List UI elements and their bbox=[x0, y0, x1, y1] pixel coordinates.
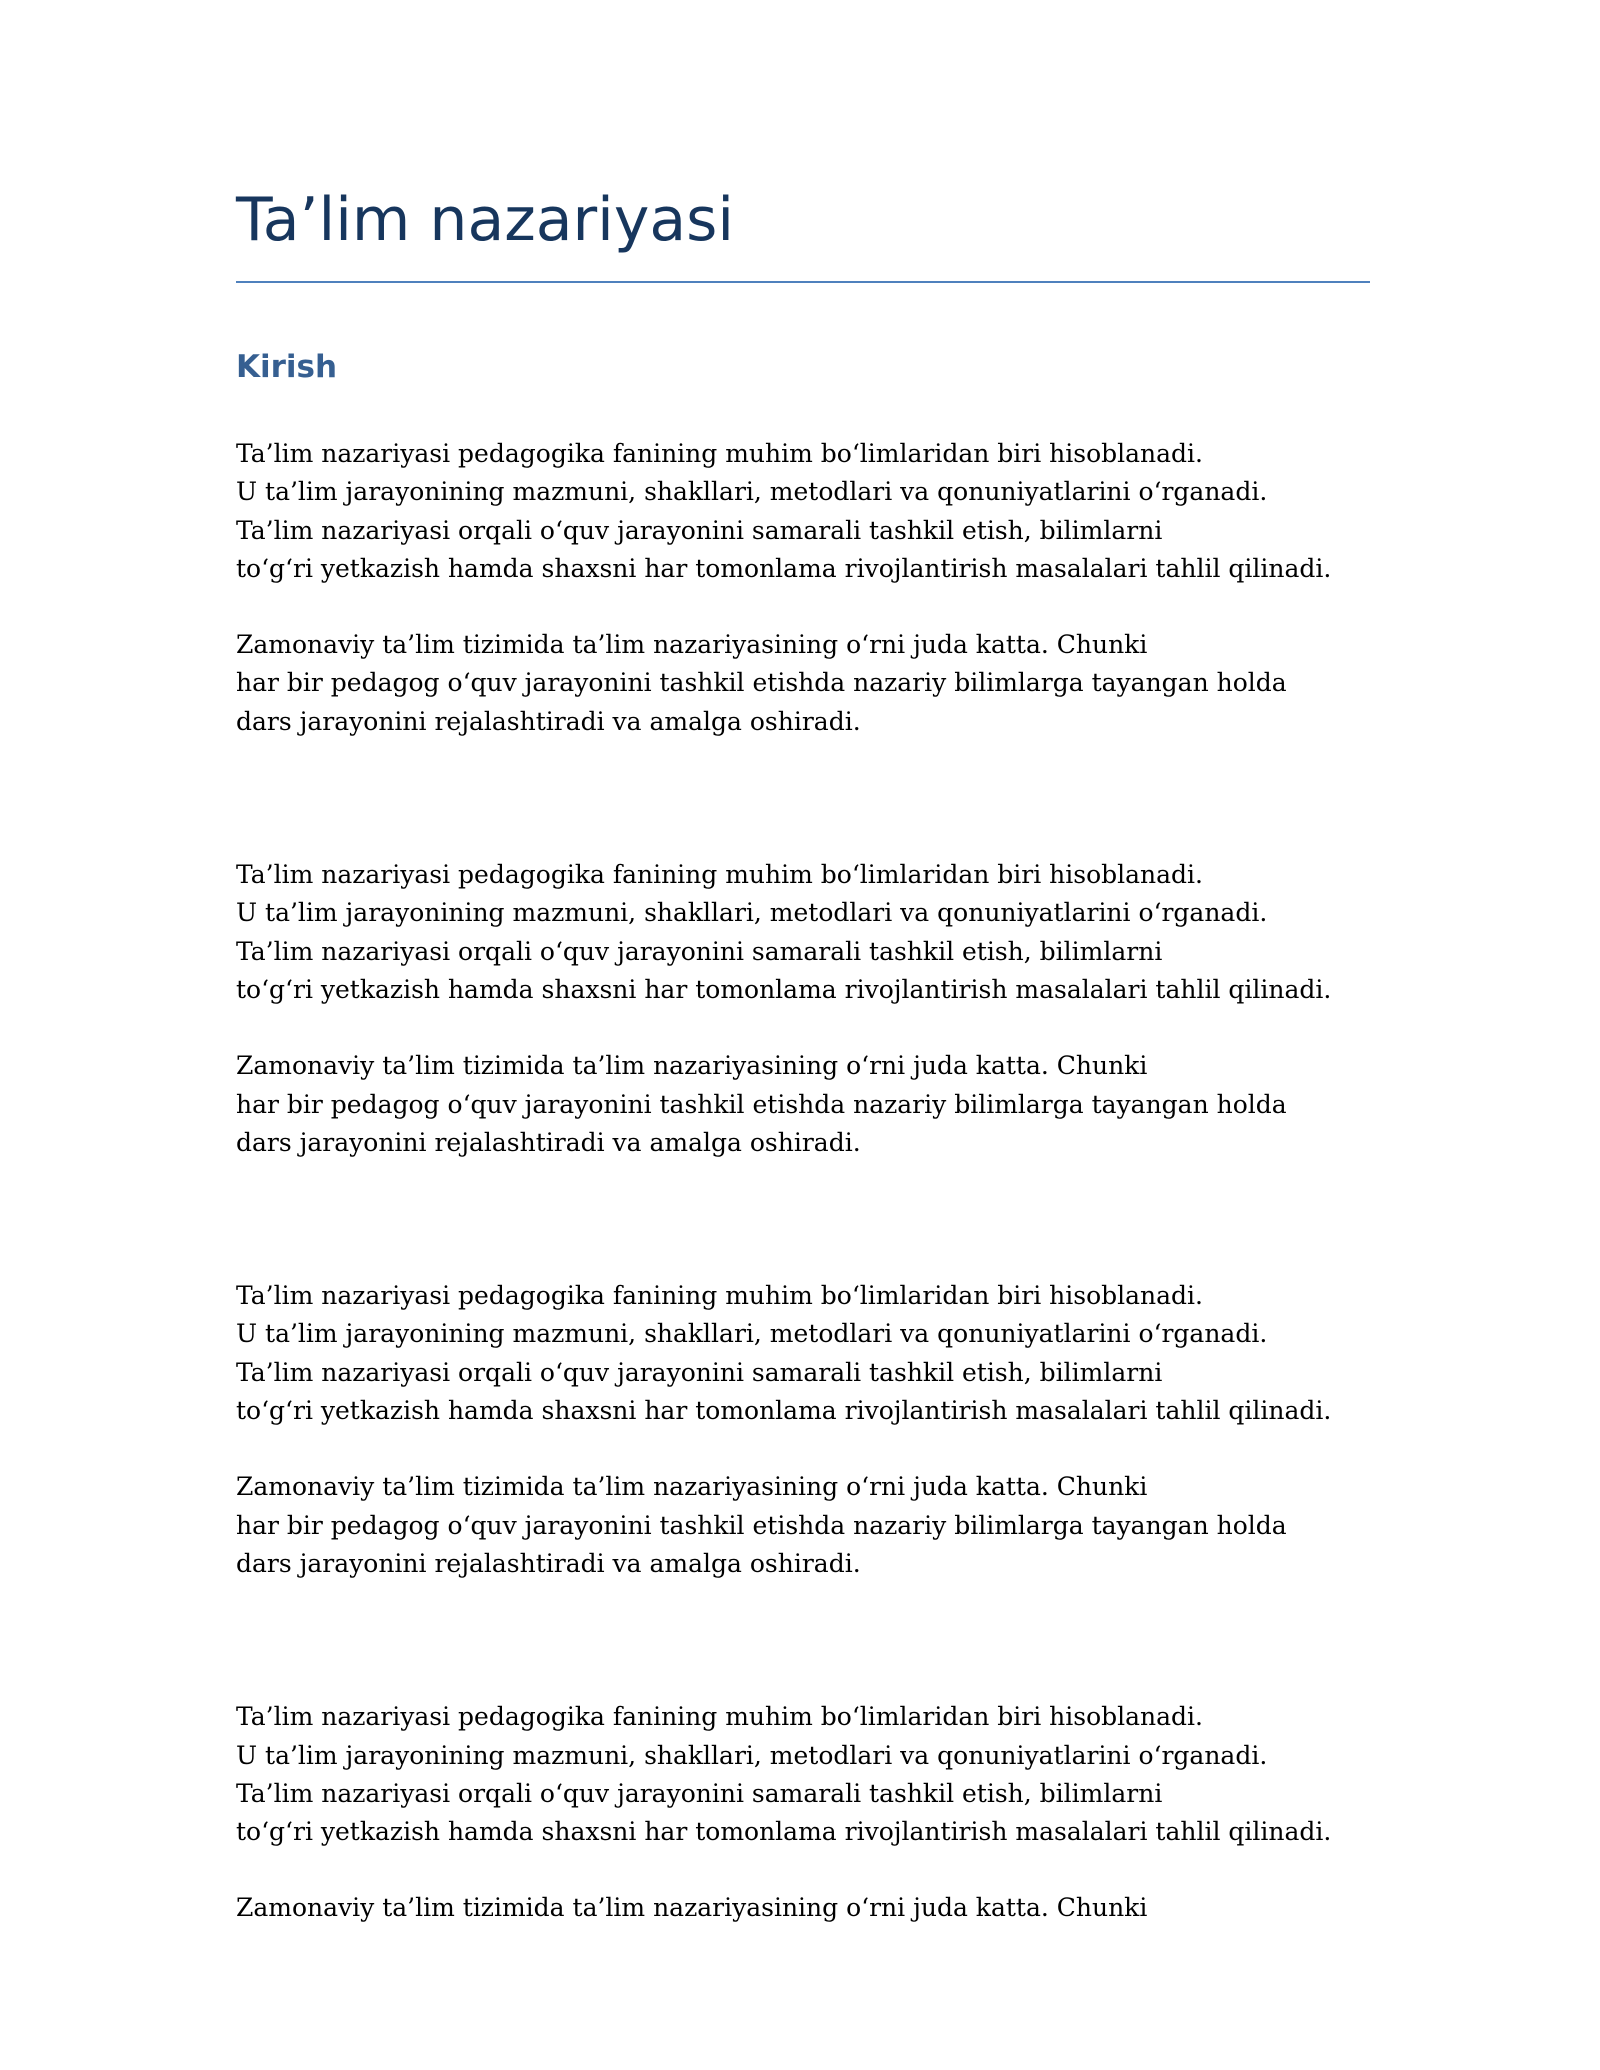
text-line: to‘g‘ri yetkazish hamda shaxsni har tomonlama rivojlantirish masalalari tahlil qilinadi. bbox=[236, 974, 1332, 1004]
text-line: Zamonaviy ta’lim tizimida ta’lim nazariyasining o‘rni juda katta. Chunki bbox=[236, 1472, 1148, 1502]
paragraph bbox=[236, 626, 1370, 741]
text-line: Ta’lim nazariyasi pedagogika fanining muhim bo‘limlaridan biri hisoblanadi. bbox=[236, 1702, 1204, 1732]
section-heading: Kirish bbox=[236, 349, 338, 385]
text-line: to‘g‘ri yetkazish hamda shaxsni har tomonlama rivojlantirish masalalari tahlil qilinadi. bbox=[236, 553, 1332, 583]
text-line: dars jarayonini rejalashtiradi va amalga oshiradi. bbox=[236, 1127, 861, 1157]
paragraph bbox=[236, 1889, 1370, 1927]
text-line: Zamonaviy ta’lim tizimida ta’lim nazariyasining o‘rni juda katta. Chunki bbox=[236, 1051, 1148, 1081]
paragraph bbox=[236, 1698, 1370, 1851]
text-section bbox=[236, 1277, 1370, 1583]
text-line: to‘g‘ri yetkazish hamda shaxsni har tomonlama rivojlantirish masalalari tahlil qilinadi. bbox=[236, 1817, 1332, 1847]
document-body bbox=[236, 435, 1370, 1928]
paragraph bbox=[236, 435, 1370, 588]
text-line: Ta’lim nazariyasi orqali o‘quv jarayonini samarali tashkil etish, bilimlarni bbox=[236, 1357, 1163, 1387]
paragraph bbox=[236, 1277, 1370, 1430]
text-line: Ta’lim nazariyasi pedagogika fanining muhim bo‘limlaridan biri hisoblanadi. bbox=[236, 1281, 1204, 1311]
text-section bbox=[236, 856, 1370, 1162]
text-line: dars jarayonini rejalashtiradi va amalga oshiradi. bbox=[236, 1548, 861, 1578]
text-line: U ta’lim jarayonining mazmuni, shakllari, metodlari va qonuniyatlarini o‘rganadi. bbox=[236, 1319, 1268, 1349]
text-line: U ta’lim jarayonining mazmuni, shakllari, metodlari va qonuniyatlarini o‘rganadi. bbox=[236, 1740, 1268, 1770]
text-line: har bir pedagog o‘quv jarayonini tashkil etishda nazariy bilimlarga tayangan holda bbox=[236, 668, 1287, 698]
text-line: U ta’lim jarayonining mazmuni, shakllari, metodlari va qonuniyatlarini o‘rganadi. bbox=[236, 477, 1268, 507]
text-line: Ta’lim nazariyasi orqali o‘quv jarayonini samarali tashkil etish, bilimlarni bbox=[236, 515, 1163, 545]
text-line: dars jarayonini rejalashtiradi va amalga oshiradi. bbox=[236, 706, 861, 736]
text-line: Ta’lim nazariyasi orqali o‘quv jarayonini samarali tashkil etish, bilimlarni bbox=[236, 936, 1163, 966]
text-line: Ta’lim nazariyasi orqali o‘quv jarayonini samarali tashkil etish, bilimlarni bbox=[236, 1778, 1163, 1808]
text-line: har bir pedagog o‘quv jarayonini tashkil etishda nazariy bilimlarga tayangan holda bbox=[236, 1510, 1287, 1540]
text-line: har bir pedagog o‘quv jarayonini tashkil etishda nazariy bilimlarga tayangan holda bbox=[236, 1089, 1287, 1119]
text-line: Zamonaviy ta’lim tizimida ta’lim nazariyasining o‘rni juda katta. Chunki bbox=[236, 630, 1148, 660]
paragraph bbox=[236, 1468, 1370, 1583]
paragraph bbox=[236, 1047, 1370, 1162]
text-line: Ta’lim nazariyasi pedagogika fanining muhim bo‘limlaridan biri hisoblanadi. bbox=[236, 439, 1204, 468]
text-line: Ta’lim nazariyasi pedagogika fanining muhim bo‘limlaridan biri hisoblanadi. bbox=[236, 860, 1204, 890]
document-title: Ta’lim nazariyasi bbox=[236, 185, 735, 255]
text-line: to‘g‘ri yetkazish hamda shaxsni har tomonlama rivojlantirish masalalari tahlil qilinadi. bbox=[236, 1396, 1332, 1426]
paragraph bbox=[236, 856, 1370, 1009]
text-section bbox=[236, 435, 1370, 741]
text-line: Zamonaviy ta’lim tizimida ta’lim nazariyasining o‘rni juda katta. Chunki bbox=[236, 1893, 1148, 1923]
text-line: U ta’lim jarayonining mazmuni, shakllari, metodlari va qonuniyatlarini o‘rganadi. bbox=[236, 898, 1268, 928]
text-section bbox=[236, 1698, 1370, 1927]
title-underline bbox=[236, 281, 1370, 283]
